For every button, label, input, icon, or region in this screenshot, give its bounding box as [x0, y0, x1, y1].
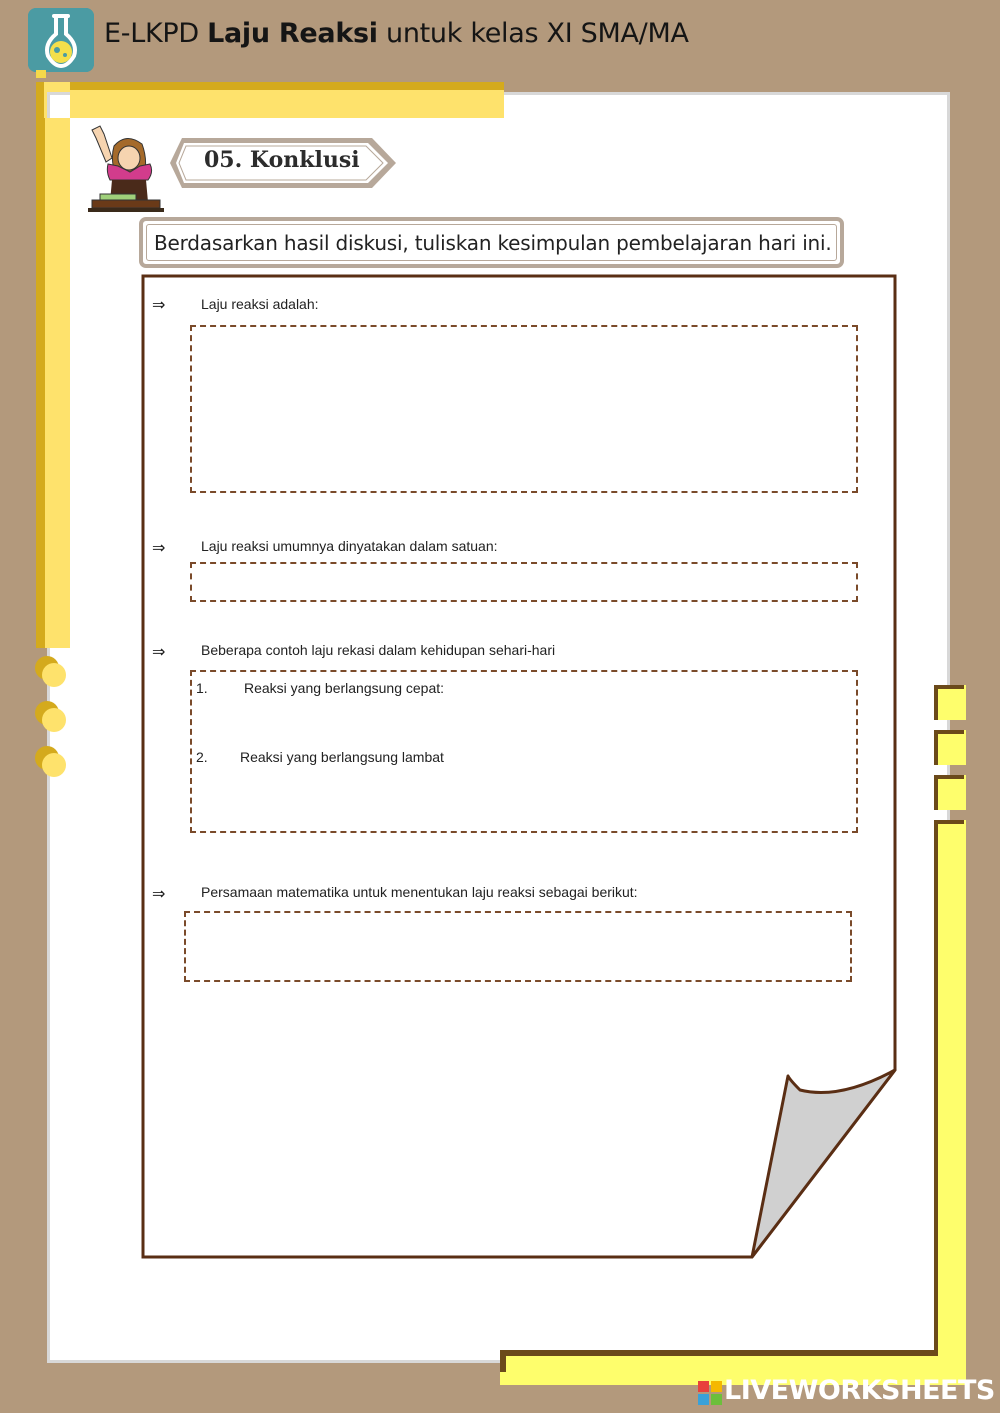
question-label: Laju reaksi umumnya dinyatakan dalam satuan: — [201, 538, 498, 554]
frame-strip-top-overlay — [70, 92, 504, 118]
section-title: 05. Konklusi — [204, 147, 360, 173]
list-item-number: 2. — [196, 749, 208, 765]
instruction-text: Berdasarkan hasil diskusi, tuliskan kesimpulan pembelajaran hari ini. — [154, 231, 832, 255]
flask-icon — [28, 8, 94, 72]
answer-field-unit[interactable] — [190, 562, 858, 602]
question-label: Beberapa contoh laju rekasi dalam kehidupan sehari-hari — [201, 642, 556, 658]
question-label: Persamaan matematika untuk menentukan laju reaksi sebagai berikut: — [201, 884, 638, 900]
list-item-fast-reaction: Reaksi yang berlangsung cepat: — [244, 680, 445, 696]
list-item-slow-reaction: Reaksi yang berlangsung lambat — [240, 749, 444, 765]
question-label: Laju reaksi adalah: — [201, 296, 319, 312]
binder-ring — [35, 701, 66, 732]
arrow-icon: ⇒ — [152, 884, 166, 903]
list-item-number: 1. — [196, 680, 208, 696]
liveworksheets-logo[interactable]: LIVEWORKSHEETS — [724, 1375, 995, 1406]
binder-ring — [35, 746, 66, 777]
liveworksheets-icon — [698, 1381, 722, 1405]
binder-rings — [30, 655, 75, 785]
app-logo — [28, 8, 94, 72]
frame-strip-left-overlay — [44, 118, 70, 648]
arrow-icon: ⇒ — [152, 538, 166, 557]
arrow-icon: ⇒ — [152, 295, 166, 314]
student-raising-hand-illustration — [86, 124, 166, 214]
answer-field-definition[interactable] — [190, 325, 858, 493]
frame-strip-left-overlay-dark — [36, 118, 45, 648]
answer-field-equation[interactable] — [184, 911, 852, 982]
binder-ring — [35, 656, 66, 687]
arrow-icon: ⇒ — [152, 642, 166, 661]
document-title: E-LKPD Laju Reaksi untuk kelas XI SMA/MA — [104, 18, 689, 49]
